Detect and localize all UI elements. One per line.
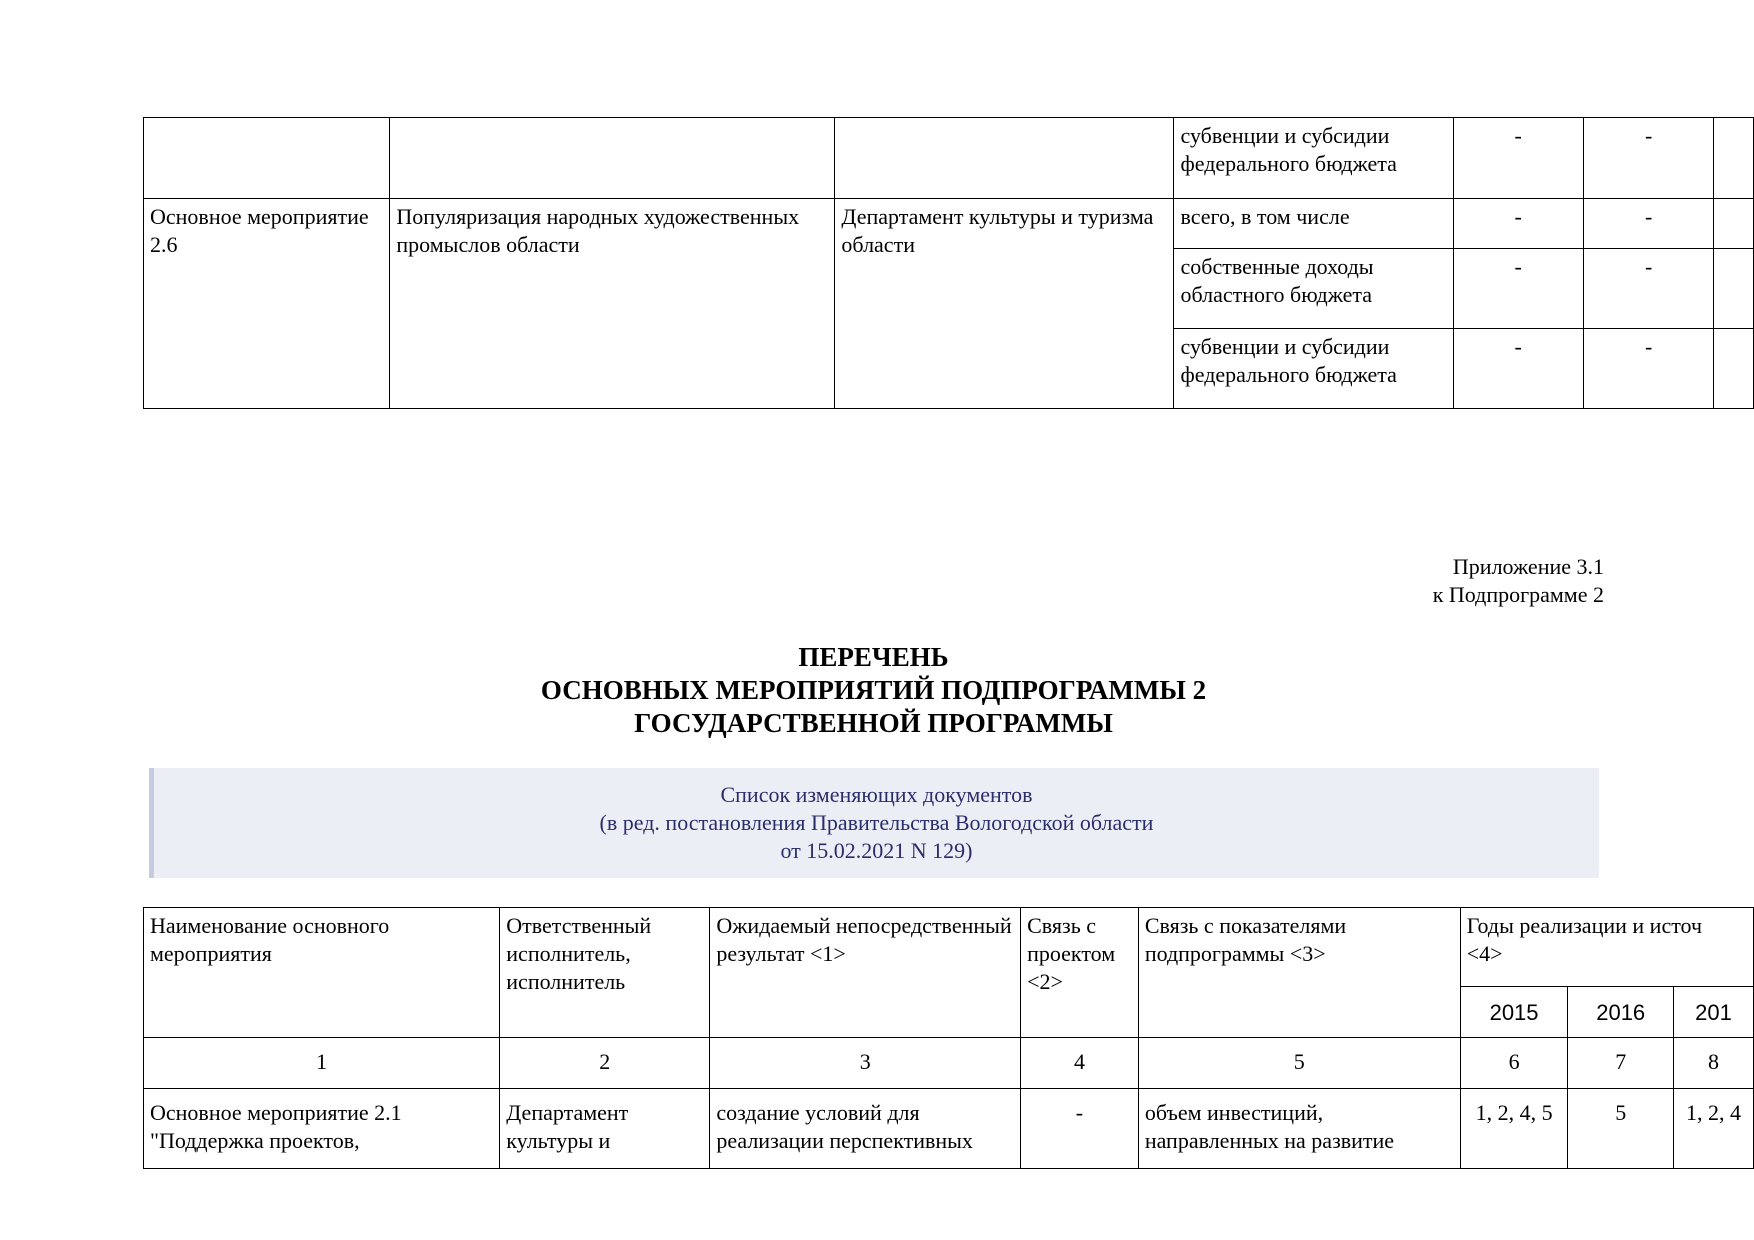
column-number: 1: [144, 1038, 500, 1089]
column-number: 2: [500, 1038, 710, 1089]
project-cell: -: [1021, 1089, 1139, 1169]
funding-source-cell: субвенции и субсидии федерального бюджета: [1174, 329, 1453, 409]
measure-name-cell: Основное мероприятие 2.6: [144, 199, 390, 409]
executor-cell: Департамент культуры и туризма области: [835, 199, 1174, 409]
year-value-cell: 5: [1568, 1089, 1674, 1169]
table-cell: [390, 118, 835, 199]
column-numbers-row: [144, 1038, 1754, 1089]
measure-description-cell: Популяризация народных художественных промыслов области: [390, 199, 835, 409]
column-number: 5: [1138, 1038, 1460, 1089]
executor-cell: Департамент культуры и: [500, 1089, 710, 1169]
indicators-cell: объем инвестиций, направленных на развитие: [1138, 1089, 1460, 1169]
header-years-group-note: <4>: [1466, 941, 1503, 966]
funding-source-cell: субвенции и субсидии федерального бюджета: [1174, 118, 1453, 199]
column-number: 6: [1460, 1038, 1568, 1089]
title-line: ПЕРЕЧЕНЬ: [798, 642, 949, 672]
appendix-line: Приложение 3.1: [1452, 554, 1604, 579]
value-cell: -: [1453, 199, 1583, 249]
table-cell: [1714, 199, 1754, 249]
value-cell: -: [1583, 199, 1713, 249]
result-cell: создание условий для реализации перспективных: [710, 1089, 1021, 1169]
changes-box: [149, 768, 1599, 878]
column-number: 7: [1568, 1038, 1674, 1089]
header-year-2015: 2015: [1460, 987, 1568, 1038]
top-table: [143, 117, 1754, 409]
value-cell: -: [1583, 329, 1713, 409]
main-table: [143, 907, 1754, 1169]
table-cell: [1714, 249, 1754, 329]
column-number: 4: [1021, 1038, 1139, 1089]
table-cell: [1714, 329, 1754, 409]
appendix-line: к Подпрограмме 2: [1432, 582, 1604, 607]
changes-line: от 15.02.2021 N 129): [780, 838, 973, 863]
value-cell: -: [1583, 249, 1713, 329]
value-cell: -: [1453, 249, 1583, 329]
value-cell: -: [1453, 329, 1583, 409]
header-name: Наименование основного мероприятия: [144, 908, 500, 1038]
funding-source-cell: собственные доходы областного бюджета: [1174, 249, 1453, 329]
header-row: [144, 908, 1754, 987]
changes-line: Список изменяющих документов: [720, 782, 1033, 807]
header-year-2016: 2016: [1568, 987, 1674, 1038]
page-title: [143, 641, 1604, 740]
header-year-2017: 201: [1674, 987, 1754, 1038]
header-years-group-text: Годы реализации и источ: [1466, 913, 1703, 938]
header-executor: Ответственный исполнитель, исполнитель: [500, 908, 710, 1038]
year-value-cell: 1, 2, 4, 5: [1460, 1089, 1568, 1169]
header-indicators: Связь с показателями подпрограммы <3>: [1138, 908, 1460, 1038]
table-cell: [144, 118, 390, 199]
value-cell: -: [1583, 118, 1713, 199]
measure-name-cell: Основное мероприятие 2.1 "Поддержка проектов,: [144, 1089, 500, 1169]
year-value-cell: 1, 2, 4: [1674, 1089, 1754, 1169]
changes-line: (в ред. постановления Правительства Вологодской области: [599, 810, 1154, 835]
header-result: Ожидаемый непосредственный результат <1>: [710, 908, 1021, 1038]
table-cell: [835, 118, 1174, 199]
table-row: [144, 1089, 1754, 1169]
funding-source-cell: всего, в том числе: [1174, 199, 1453, 249]
appendix-label: [1433, 553, 1604, 609]
table-row: [144, 199, 1754, 249]
header-project: Связь с проектом <2>: [1021, 908, 1139, 1038]
header-years-group: [1460, 908, 1753, 987]
column-number: 8: [1674, 1038, 1754, 1089]
table-cell: [1714, 118, 1754, 199]
title-line: ОСНОВНЫХ МЕРОПРИЯТИЙ ПОДПРОГРАММЫ 2: [540, 675, 1207, 705]
column-number: 3: [710, 1038, 1021, 1089]
value-cell: -: [1453, 118, 1583, 199]
title-line: ГОСУДАРСТВЕННОЙ ПРОГРАММЫ: [634, 708, 1113, 738]
table-row: [144, 118, 1754, 199]
